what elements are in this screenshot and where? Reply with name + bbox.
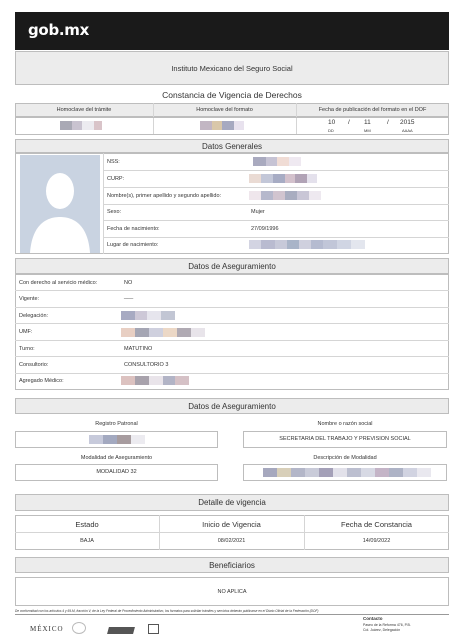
aseguramiento-header xyxy=(15,258,449,274)
inicio-vigencia-header: Inicio de Vigencia xyxy=(202,520,261,529)
agregado-medico-label: Agregado Médico: xyxy=(19,378,64,384)
row-divider xyxy=(103,220,449,221)
row-divider xyxy=(15,290,449,291)
vigente-label: Vigente: xyxy=(19,296,40,302)
avatar-silhouette-icon xyxy=(20,155,100,253)
contact-line-1: Paseo de la Reforma 476, P.B. xyxy=(363,623,411,627)
consultorio-value: CONSULTORIO 3 xyxy=(124,362,169,368)
sexo-label: Sexo: xyxy=(107,209,122,215)
homoclave-formato-label: Homoclave del formato xyxy=(196,107,253,113)
beneficiarios-header xyxy=(15,557,449,573)
umf-label: UMF: xyxy=(19,329,33,335)
redacted-registro-patronal xyxy=(89,435,145,444)
vigencia-title: Detalle de vigencia xyxy=(198,498,266,507)
modalidad-value: MODALIDAD 32 xyxy=(96,469,137,475)
lugar-nacimiento-label: Lugar de nacimiento: xyxy=(107,242,159,248)
row-divider xyxy=(103,187,449,188)
top-bar xyxy=(15,12,449,50)
turno-value: MATUTINO xyxy=(124,346,153,352)
redacted-delegacion xyxy=(121,311,175,320)
datos-generales-header xyxy=(15,139,449,153)
homoclave-tramite-label: Homoclave del trámite xyxy=(56,107,112,113)
row-divider xyxy=(15,307,449,308)
estado-value: BAJA xyxy=(80,538,94,544)
redacted-lugar-nacimiento xyxy=(249,240,365,249)
razon-social-value: SECRETARIA DEL TRABAJO Y PREVISION SOCIAL xyxy=(279,436,411,442)
gob-mx-logo[interactable]: gob.mx xyxy=(28,21,89,39)
fecha-nacimiento-label: Fecha de nacimiento: xyxy=(107,226,160,232)
year-label: AAAA xyxy=(402,128,413,133)
row-divider xyxy=(15,340,449,341)
row-divider xyxy=(15,373,449,374)
row-divider xyxy=(15,532,449,533)
month-label: MM xyxy=(364,128,371,133)
curp-label: CURP: xyxy=(107,176,125,182)
vigente-value: ___ xyxy=(124,294,134,300)
modalidad-label: Modalidad de Aseguramiento xyxy=(80,455,153,461)
person-photo-placeholder xyxy=(20,155,100,253)
vigencia-header xyxy=(15,494,449,511)
institution-name: Instituto Mexicano del Seguro Social xyxy=(171,64,293,73)
turno-label: Turno: xyxy=(19,346,35,352)
institution-header xyxy=(15,51,449,85)
document-title: Constancia de Vigencia de Derechos xyxy=(162,90,302,100)
secretaria-logo-icon xyxy=(148,624,159,634)
row-divider xyxy=(15,323,449,324)
redacted-umf xyxy=(121,328,205,337)
redacted-descripcion-modalidad xyxy=(263,468,431,477)
redacted-homoclave-formato xyxy=(200,121,244,130)
redacted-nss xyxy=(253,157,301,166)
redacted-curp xyxy=(249,174,317,183)
row-divider xyxy=(15,356,449,357)
redacted-homoclave-tramite xyxy=(60,121,108,130)
beneficiarios-value: NO APLICA xyxy=(217,589,247,595)
razon-social-label: Nombre o razón social xyxy=(317,421,373,427)
date-separator: / xyxy=(348,119,350,126)
nombre-label: Nombre(s), primer apellido y segundo apellido: xyxy=(107,193,222,199)
derecho-servicio-label: Con derecho al servicio médico: xyxy=(19,280,98,286)
fecha-constancia-header: Fecha de Constancia xyxy=(341,520,412,529)
imss-logo-icon xyxy=(107,627,135,634)
datos-generales-title: Datos Generales xyxy=(201,142,263,151)
day-label: DD xyxy=(328,128,334,133)
estado-header: Estado xyxy=(75,520,99,529)
contact-line-2: Col. Juárez, Delegación xyxy=(363,628,401,632)
fecha-publicacion-label: Fecha de publicación del formato en el DOF xyxy=(318,107,427,113)
row-divider xyxy=(103,237,449,238)
sexo-value: Mujer xyxy=(251,209,265,215)
redacted-nombre xyxy=(249,191,321,200)
descripcion-modalidad-label: Descripción de Modalidad xyxy=(313,455,377,461)
footer-divider xyxy=(15,614,449,615)
inicio-vigencia-value: 08/02/2021 xyxy=(217,538,246,544)
contact-title: Contacto xyxy=(363,616,383,621)
date-separator: / xyxy=(387,119,389,126)
derecho-servicio-value: NO xyxy=(124,280,133,286)
pub-month: 11 xyxy=(364,119,371,126)
legal-note: De conformidad con los artículos 4 y 69-M, fracción V, de la Ley Federal de Procedimiento Administrativo, los formatos para solicitar trámites y servicios deberán publicarse en el Diario Oficial de la Federación (DOF) xyxy=(15,609,319,613)
fecha-nacimiento-value: 27/09/1996 xyxy=(251,226,279,232)
row-divider xyxy=(103,204,449,205)
pub-day: 10 xyxy=(328,119,336,126)
beneficiarios-title: Beneficiarios xyxy=(209,561,255,570)
mexico-label: MÉXICO xyxy=(30,625,64,633)
nss-label: NSS: xyxy=(107,159,120,165)
registro-patronal-label: Registro Patronal xyxy=(95,421,138,427)
aseguramiento-title: Datos de Aseguramiento xyxy=(188,262,276,271)
coat-of-arms-icon xyxy=(72,622,86,634)
pub-year: 2015 xyxy=(400,119,415,126)
fecha-constancia-value: 14/09/2022 xyxy=(362,538,391,544)
row-divider xyxy=(103,170,449,171)
aseguramiento-title-2: Datos de Aseguramiento xyxy=(188,402,276,411)
redacted-agregado-medico xyxy=(121,376,189,385)
aseguramiento-header-2 xyxy=(15,398,449,414)
consultorio-label: Consultorio: xyxy=(19,362,49,368)
delegacion-label: Delegación: xyxy=(19,313,49,319)
